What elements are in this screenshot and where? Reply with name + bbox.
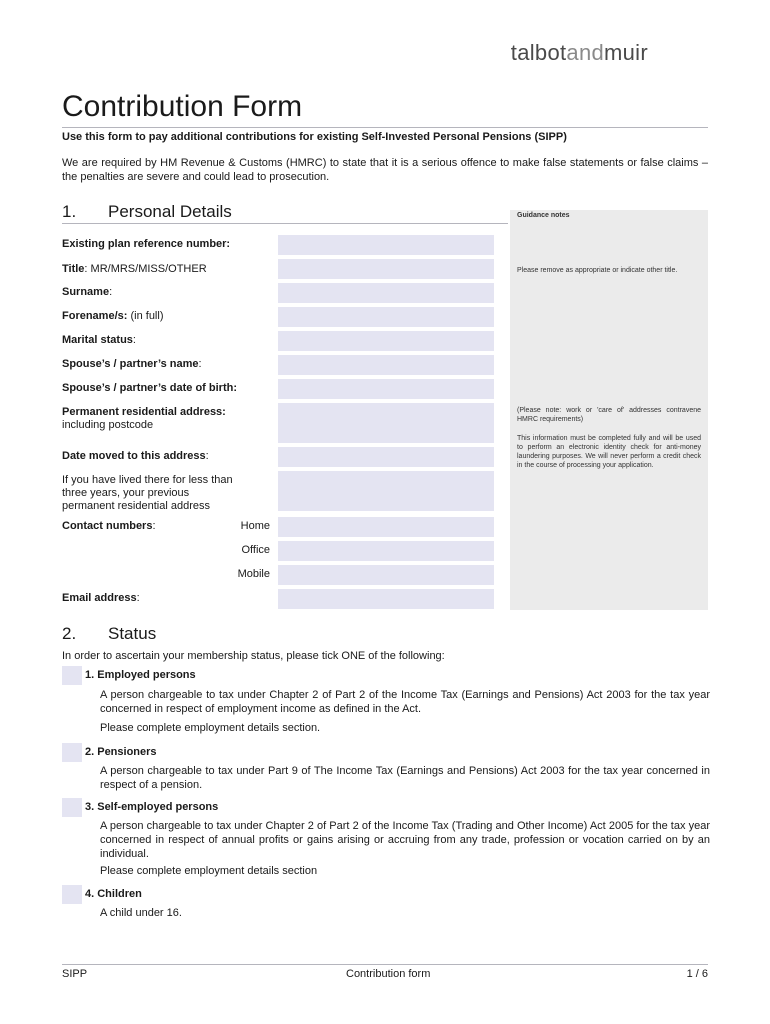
guidance-heading: Guidance notes bbox=[517, 212, 570, 219]
surname-label: Surname: bbox=[62, 286, 113, 298]
option-4-text: A child under 16. bbox=[100, 907, 182, 919]
date-moved-input[interactable] bbox=[278, 447, 494, 467]
guidance-panel bbox=[510, 210, 708, 610]
section-1-divider bbox=[62, 223, 508, 224]
previous-address-input[interactable] bbox=[278, 471, 494, 511]
brand-part-1: talbot bbox=[510, 40, 567, 65]
home-phone-label: Home bbox=[240, 520, 270, 532]
option-2-title: 2. Pensioners bbox=[85, 746, 157, 758]
employed-checkbox[interactable] bbox=[62, 666, 82, 685]
email-label: Email address: bbox=[62, 592, 140, 604]
previous-address-label: If you have lived there for less than three years, your previous permanent residential address bbox=[62, 474, 233, 512]
option-3-text: A person chargeable to tax under Chapter 2 of Part 2 of the Income Tax (Trading and Other Income) Act 2005 for the tax year concerned in respect of annual profits or gains arising or accruing from any trade, profession or vocation carried on by an individual. bbox=[100, 820, 710, 860]
section-1-number: 1. bbox=[62, 202, 77, 221]
date-moved-label: Date moved to this address: bbox=[62, 450, 209, 462]
marital-status-input[interactable] bbox=[278, 331, 494, 351]
brand-logo bbox=[511, 40, 648, 66]
title-input[interactable] bbox=[278, 259, 494, 279]
email-input[interactable] bbox=[278, 589, 494, 609]
surname-input[interactable] bbox=[278, 283, 494, 303]
brand-part-2: and bbox=[566, 40, 605, 65]
forenames-input[interactable] bbox=[278, 307, 494, 327]
option-4-title: 4. Children bbox=[85, 888, 142, 900]
spouse-name-input[interactable] bbox=[278, 355, 494, 375]
marital-status-label: Marital status: bbox=[62, 334, 136, 346]
guidance-address-note: (Please note: work or 'care of' addresses contravene HMRC requirements) bbox=[517, 407, 701, 423]
spouse-name-label: Spouse’s / partner’s name: bbox=[62, 358, 202, 370]
forenames-label: Forename/s: (in full) bbox=[62, 310, 164, 322]
children-checkbox[interactable] bbox=[62, 885, 82, 904]
option-2-text: A person chargeable to tax under Part 9 of The Income Tax (Earnings and Pensions) Act 2003 for the tax year concerned in respect of a pension. bbox=[100, 765, 710, 791]
spouse-dob-label: Spouse’s / partner’s date of birth: bbox=[62, 382, 238, 394]
intro-statement: We are required by HM Revenue & Customs (HMRC) to state that it is a serious offence to make false statements or false claims – the penalties are severe and could lead to prosecution. bbox=[62, 157, 708, 183]
mobile-phone-label: Mobile bbox=[237, 568, 270, 580]
mobile-phone-input[interactable] bbox=[278, 565, 494, 585]
option-1-title: 1. Employed persons bbox=[85, 669, 196, 681]
plan-ref-label: Existing plan reference number: bbox=[62, 238, 231, 250]
office-phone-input[interactable] bbox=[278, 541, 494, 561]
page-subtitle: Use this form to pay additional contributions for existing Self-Invested Personal Pensions (SIPP) bbox=[62, 131, 567, 143]
page-title: Contribution Form bbox=[62, 90, 303, 123]
address-label: Permanent residential address: including postcode bbox=[62, 406, 226, 431]
brand-part-3: muir bbox=[604, 40, 648, 65]
guidance-identity-note: This information must be completed fully and will be used to perform an electronic identity check for anti-money laundering purposes. We will never perform a credit check in the course of processing your application. bbox=[517, 435, 701, 469]
footer-center: Contribution form bbox=[346, 968, 431, 980]
status-instructions: In order to ascertain your membership status, please tick ONE of the following: bbox=[62, 650, 445, 662]
office-phone-label: Office bbox=[241, 544, 270, 556]
page-number: 1 / 6 bbox=[686, 968, 708, 980]
title-divider bbox=[62, 127, 708, 128]
option-1-text: A person chargeable to tax under Chapter 2 of Part 2 of the Income Tax (Earnings and Pensions) Act 2003 for the tax year concerned in respect of employment income as defined in the Act. bbox=[100, 689, 710, 715]
section-2-number: 2. bbox=[62, 624, 77, 643]
title-label: Title: MR/MRS/MISS/OTHER bbox=[62, 263, 207, 275]
section-2-title: Status bbox=[108, 624, 157, 643]
option-3-note: Please complete employment details section bbox=[100, 865, 318, 877]
self-employed-checkbox[interactable] bbox=[62, 798, 82, 817]
guidance-title-note: Please remove as appropriate or indicate other title. bbox=[517, 267, 678, 274]
home-phone-input[interactable] bbox=[278, 517, 494, 537]
contact-numbers-label: Contact numbers: bbox=[62, 520, 156, 532]
option-1-note: Please complete employment details section. bbox=[100, 722, 321, 734]
spouse-dob-input[interactable] bbox=[278, 379, 494, 399]
address-input[interactable] bbox=[278, 403, 494, 443]
footer-left: SIPP bbox=[62, 968, 88, 980]
pensioners-checkbox[interactable] bbox=[62, 743, 82, 762]
footer-divider bbox=[62, 964, 708, 965]
plan-ref-input[interactable] bbox=[278, 235, 494, 255]
section-1-title: Personal Details bbox=[108, 202, 232, 221]
option-3-title: 3. Self-employed persons bbox=[85, 801, 219, 813]
